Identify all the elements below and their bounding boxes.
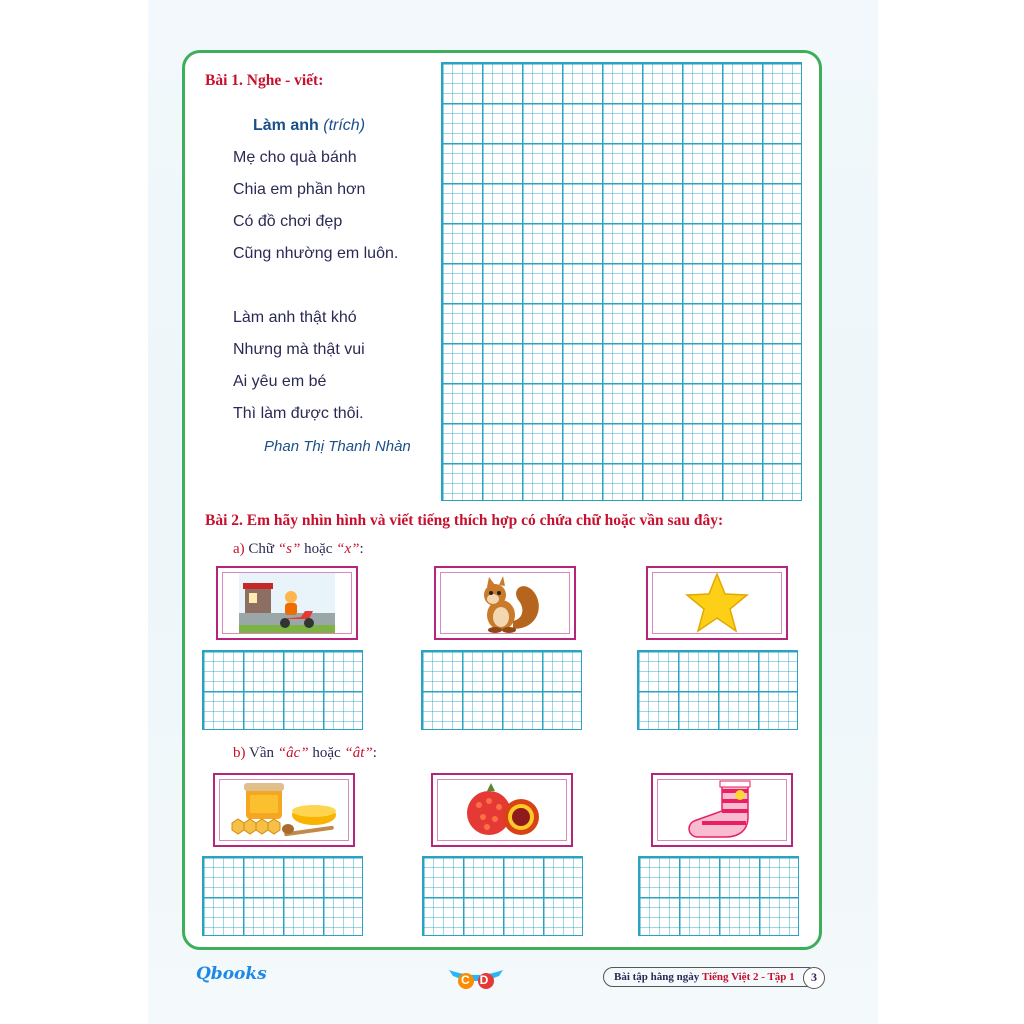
- cd-logo: [447, 966, 505, 992]
- answer-grid[interactable]: [421, 650, 582, 730]
- part-b-label: [233, 745, 377, 762]
- star-icon: [684, 572, 750, 634]
- part-a-letter: a): [233, 541, 245, 557]
- cd-logo-text: CD: [461, 973, 499, 987]
- poem-line: Nhưng mà thật vui: [233, 341, 365, 358]
- bai2-heading: Bài 2. Em hãy nhìn hình và viết tiếng thích hợp có chứa chữ hoặc vần sau đây:: [205, 512, 724, 529]
- poem-line: Chia em phần hơn: [233, 181, 366, 198]
- picture-card: [646, 566, 788, 640]
- part-b-or: hoặc: [312, 745, 341, 761]
- person-on-scooter-icon: [239, 573, 335, 633]
- bai1-heading: Bài 1. Nghe - viết:: [205, 72, 324, 89]
- qbooks-logo-text: Qbooks: [196, 964, 267, 984]
- answer-grid[interactable]: [202, 856, 363, 936]
- part-a-colon: :: [359, 541, 364, 557]
- book-title-prefix: Bài tập hằng ngày: [614, 971, 700, 983]
- part-b-option-2: “ât”: [344, 745, 373, 761]
- part-a-text: Chữ: [248, 541, 275, 557]
- part-a-label: [233, 541, 364, 558]
- poem-line: Có đồ chơi đẹp: [233, 213, 343, 230]
- answer-grid[interactable]: [422, 856, 583, 936]
- poem-title: [253, 117, 365, 135]
- part-a-or: hoặc: [304, 541, 333, 557]
- book-title: Tiếng Việt 2 - Tập 1: [701, 971, 795, 983]
- poem-line: Cũng nhường em luôn.: [233, 245, 399, 262]
- writing-grid-large[interactable]: [441, 62, 802, 501]
- poem-title-note: (trích): [323, 117, 366, 134]
- book-title-badge: [603, 967, 818, 987]
- part-b-letter: b): [233, 745, 246, 761]
- answer-grid[interactable]: [637, 650, 798, 730]
- part-b-option-1: “âc”: [277, 745, 309, 761]
- picture-card: [434, 566, 576, 640]
- honey-icon: [224, 779, 344, 841]
- page-number: 3: [803, 967, 825, 989]
- picture-card: [213, 773, 355, 847]
- part-b-colon: :: [372, 745, 377, 761]
- poem-author: Phan Thị Thanh Nhàn: [264, 438, 411, 455]
- qbooks-logo: [196, 964, 267, 984]
- part-b-text: Vần: [248, 745, 274, 761]
- poem-line: Làm anh thật khó: [233, 309, 357, 326]
- answer-grid[interactable]: [638, 856, 799, 936]
- squirrel-icon: [465, 571, 545, 635]
- poem-line: Ai yêu em bé: [233, 373, 327, 390]
- gac-fruit-icon: [457, 779, 547, 841]
- poem-title-text: Làm anh: [253, 117, 319, 134]
- answer-grid[interactable]: [202, 650, 363, 730]
- picture-card: [431, 773, 573, 847]
- sock-icon: [682, 779, 762, 841]
- part-a-option-1: “s”: [277, 541, 301, 557]
- poem-line: Thì làm được thôi.: [233, 405, 364, 422]
- part-a-option-2: “x”: [336, 541, 360, 557]
- picture-card: [216, 566, 358, 640]
- poem-line: Mẹ cho quà bánh: [233, 149, 357, 166]
- picture-card: [651, 773, 793, 847]
